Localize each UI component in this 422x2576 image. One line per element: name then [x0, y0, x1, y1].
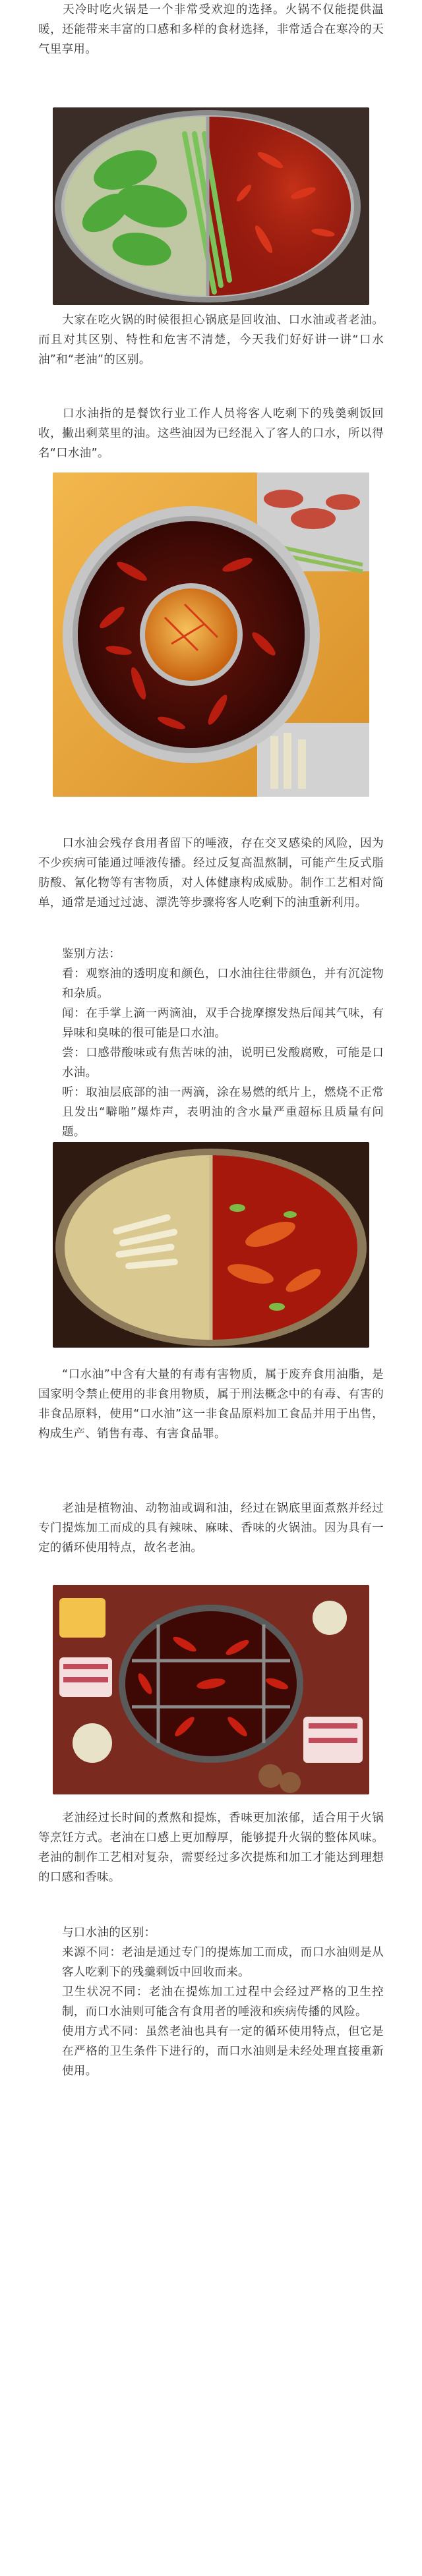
kou-definition-paragraph: [38, 404, 384, 463]
difference-source: 来源不同：老油是通过专门的提炼加工而成，而口水油则是从客人吃剩下的残羹剩饭中回收而来。: [62, 1946, 384, 1979]
intro-text: 天冷时吃火锅是一个非常受欢迎的选择。火锅不仅能提供温暖，还能带来丰富的口感和多样的食材选择，非常适合在寒冷的天气里享用。: [38, 3, 384, 56]
photo-hotpot-dried-chili: [53, 472, 369, 797]
difference-section: [38, 1923, 384, 2081]
identify-look: 看：观察油的透明度和颜色，口水油往往带颜色，并有沉淀物和杂质。: [62, 967, 384, 1000]
difference-usage: 使用方式不同：虽然老油也具有一定的循环使用特点，但它是在严格的卫生条件下进行的，而口水油则是未经处理直接重新使用。: [62, 2025, 384, 2078]
kou-risk-text: 口水油会残存食用者留下的唾液，存在交叉感染的风险，因为不少疾病可能通过唾液传播。经过反复高温熬制，可能产生反式脂肪酸、氰化物等有害物质，对人体健康构成威胁。制作工艺相对简单，通常是通过过滤、漂洗等步骤将客人吃剩下的油重新利用。: [38, 837, 384, 909]
lao-definition-text: 老油是植物油、动物油或调和油，经过在锅底里面煮熬并经过专门提炼加工而成的具有辣味、麻味、香味的火锅油。因为具有一定的循环使用特点，故名老油。: [38, 1502, 384, 1555]
kou-law-paragraph: [38, 1365, 384, 1444]
difference-hygiene: 卫生状况不同：老油在提炼加工过程中会经过严格的卫生控制，而口水油则可能含有食用者的唾液和疾病传播的风险。: [62, 1986, 384, 2018]
identify-section: [38, 944, 384, 1142]
difference-title: 与口水油的区别：: [62, 1926, 156, 1939]
kou-risk-paragraph: [38, 834, 384, 913]
kou-law-text: “口水油”中含有大量的有毒有害物质，属于废弃食用油脂，是国家明令禁止使用的非食用物质，属于刑法概念中的有毒、有害的非食品原料，使用“口水油”这一非食品原料加工食品并用于出售，构成生产、销售有毒、有害食品罪。: [38, 1368, 384, 1441]
kou-definition-text: 口水油指的是餐饮行业工作人员将客人吃剩下的残羹剩饭回收，撇出剩菜里的油。这些油因为已经混入了客人的口水，所以得名“口水油”。: [38, 407, 384, 460]
lao-definition-paragraph: [38, 1499, 384, 1558]
lao-flavor-text: 老油经过长时间的煮熬和提炼，香味更加浓郁，适合用于火锅等烹饪方式。老油在口感上更加醇厚，能够提升火锅的整体风味。老油的制作工艺相对复杂，需要经过多次提炼和加工才能达到理想的口感和香味。: [38, 1812, 384, 1884]
worry-text: 大家在吃火锅的时候很担心锅底是回收油、口水油或者老油。而且对其区别、特性和危害不清楚，今天我们好好讲一讲“口水油”和“老油”的区别。: [38, 314, 384, 366]
lao-flavor-paragraph: [38, 1808, 384, 1887]
photo-hotpot-two-flavor: [53, 1142, 369, 1348]
intro-paragraph: [38, 0, 384, 59]
identify-smell: 闻：在手掌上滴一两滴油，双手合拢摩擦发热后闻其气味，有异味和臭味的很可能是口水油。: [62, 1007, 384, 1040]
identify-listen: 听：取油层底部的油一两滴，涂在易燃的纸片上，燃烧不正常且发出“噼啪”爆炸声，表明油的含水量严重超标且质量有问题。: [62, 1086, 384, 1139]
identify-title: 鉴别方法：: [62, 948, 121, 961]
photo-hotpot-nine-grid: [53, 1585, 369, 1794]
photo-hotpot-spinach: [53, 107, 369, 305]
worry-paragraph: [38, 310, 384, 370]
identify-taste: 尝：口感带酸味或有焦苦味的油，说明已发酸腐败，可能是口水油。: [62, 1046, 384, 1079]
